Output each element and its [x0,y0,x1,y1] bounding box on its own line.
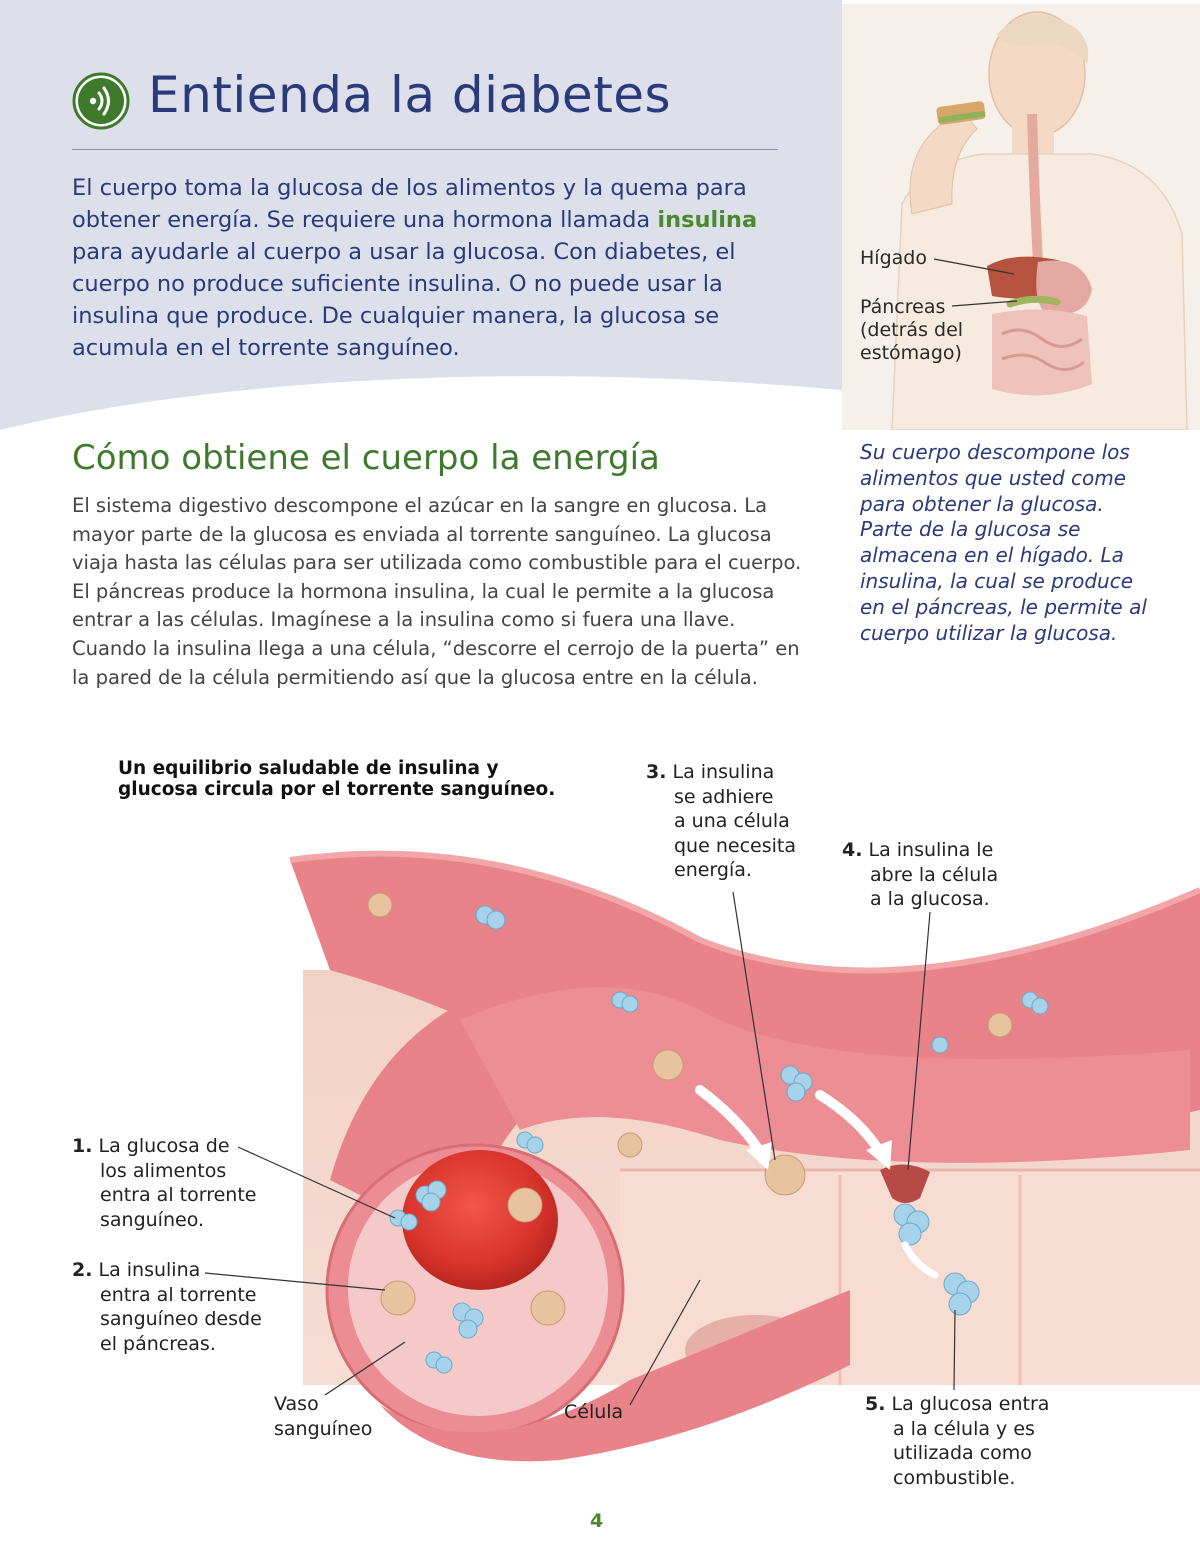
audio-speaker-icon[interactable] [72,72,130,130]
step-2-label: 2. La insulina entra al torrente sanguíneo desde el páncreas. [72,1259,262,1355]
anatomy-illustration [842,4,1200,430]
step-3-label: 3. La insulina se adhiere a una célula que necesita energía. [646,761,796,882]
section-heading: Cómo obtiene el cuerpo la energía [72,438,660,478]
step-1-label: 1. La glucosa de los alimentos entra al torrente sanguíneo. [72,1135,257,1231]
page-number: 4 [590,1510,604,1532]
step-4-label: 4. La insulina le abre la célula a la glucosa. [842,839,999,911]
anatomy-caption: Su cuerpo descompone los alimentos que usted come para obtener la glucosa. Parte de la glucosa se almacena en el hígado. La insulina, la cual se produce en el páncreas, le permite al cuerpo utilizar la glucosa. [860,440,1147,645]
section-body: El sistema digestivo descompone el azúcar en la sangre en glucosa. La mayor parte de la glucosa es enviada al torrente sanguíneo. La glucosa viaja hasta las células para ser utilizada como combustible para el cuerpo. El páncreas produce la hormona insulina, la cual le permite a la glucosa entrar a las células. Imagínese a la insulina como si fuera una llave. Cuando la insulina llega a una célula, “descorre el cerrojo de la puerta” en la pared de la célula permitiendo así que la glucosa entre en la célula. [72,494,802,689]
pancreas-label-detail-2: estómago) [860,342,962,364]
intro-paragraph: El cuerpo toma la glucosa de los alimentos y la quema para obtener energía. Se requiere una hormona llamada insulina para ayudarle al cuerpo a usar la glucosa. Con diabetes, el cuerpo no produce suficiente insulina. O no puede usar la insulina que produce. De cualquier manera, la glucosa se acumula en el torrente sanguíneo. [72,175,758,361]
pancreas-label: Páncreas [860,296,946,318]
cell-label: Célula [564,1401,624,1423]
liver-label: Hígado [860,247,927,269]
insulina-term: insulina [657,207,758,233]
page-title: Entienda la diabetes [148,66,672,124]
pancreas-label-detail: (detrás del [860,319,964,341]
title-divider [72,149,778,150]
diagram-title: Un equilibrio saludable de insulina y glucosa circula por el torrente sanguíneo. [118,758,556,800]
step-5-label: 5. La glucosa entra a la célula y es utilizada como combustible. [865,1393,1050,1489]
vessel-label: Vaso sanguíneo [274,1393,373,1440]
anatomy-leader-lines [842,240,1200,330]
